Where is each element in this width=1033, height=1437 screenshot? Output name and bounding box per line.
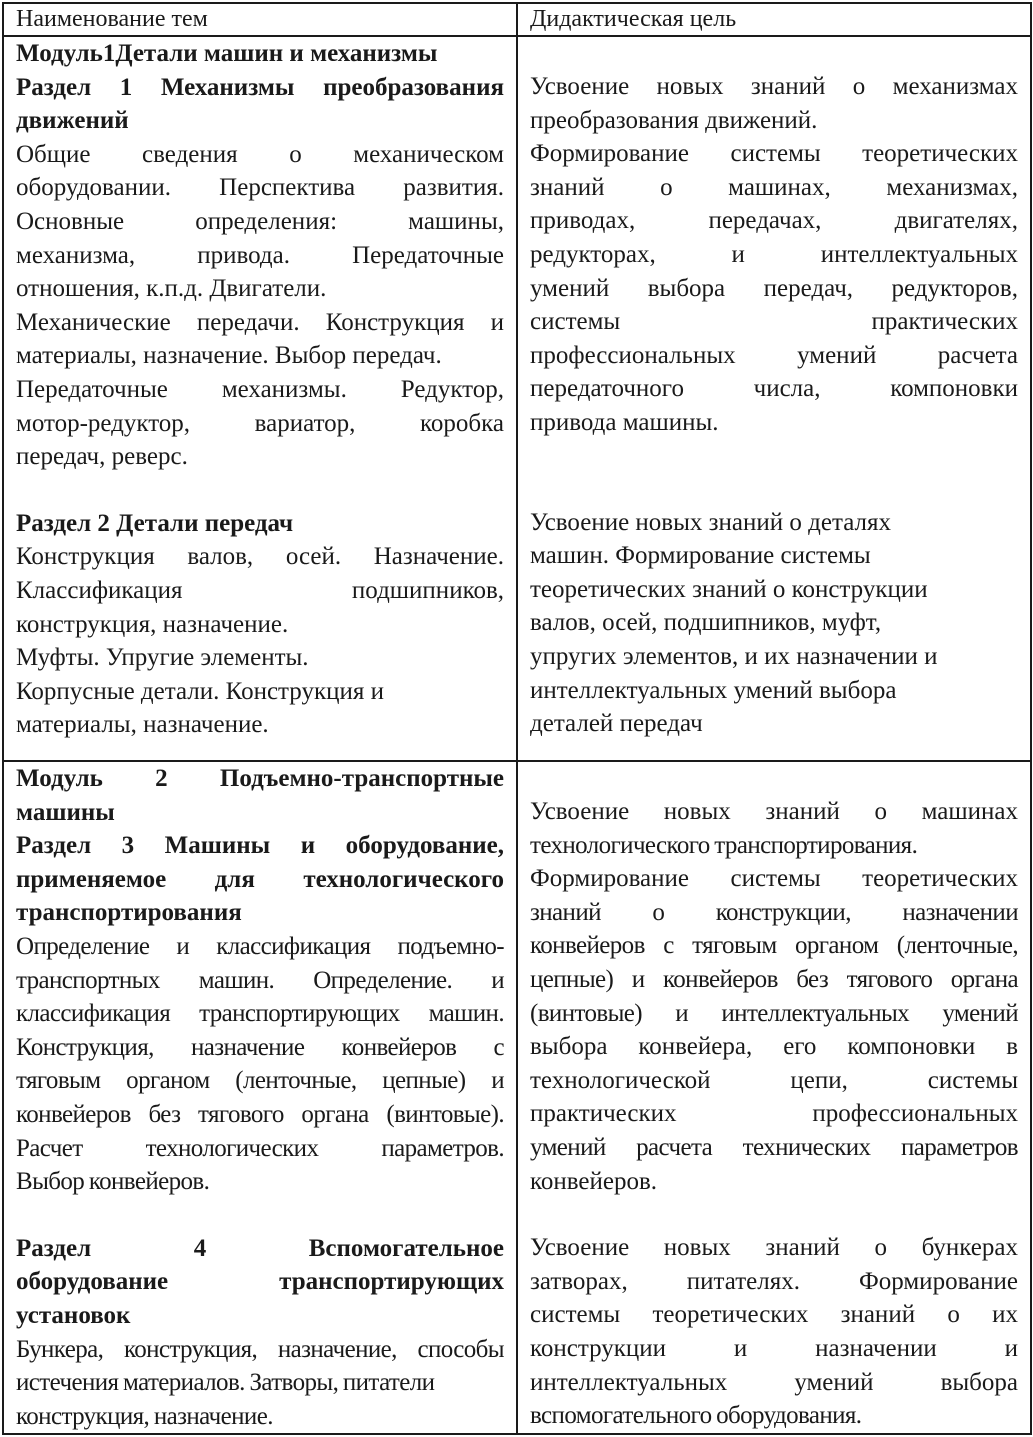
- section-2-content-line: материалы, назначение.: [16, 711, 269, 739]
- section-3-goal-line: конвейеров.: [530, 1167, 658, 1195]
- module-1-row: [3, 36, 1031, 761]
- section-1-title-line: Раздел 1 Механизмы преобразования: [16, 73, 504, 101]
- spacer: [530, 440, 1018, 473]
- section-1-content-line: Общие сведения о механическом: [16, 140, 504, 168]
- section-3-title-line: применяемое для технологического: [16, 865, 504, 893]
- table-header-row: [3, 3, 1031, 36]
- section-2-title: Раздел 2 Детали передач: [16, 509, 294, 537]
- module-2-row: [3, 761, 1031, 1434]
- section-3-content-line: Конструкция, назначение конвейеров с: [16, 1033, 504, 1061]
- section-2-goal-line: интеллектуальных умений выбора: [530, 676, 897, 704]
- section-2-goal-line: деталей передач: [530, 710, 703, 738]
- section-2-content-line: Конструкция валов, осей. Назначение.: [16, 543, 504, 571]
- spacer: [16, 1199, 504, 1232]
- section-1-goal-line: умений выбора передач, редукторов,: [530, 274, 1018, 302]
- spacer: [16, 474, 504, 507]
- section-3-goal-line: конвейеров с тяговым органом (ленточные,: [530, 932, 1018, 960]
- section-4-content-line: конструкция, назначение.: [16, 1402, 273, 1430]
- section-3-goal-line: Формирование системы теоретических: [530, 865, 1018, 893]
- section-4-goal-line: вспомогательного оборудования.: [530, 1402, 862, 1430]
- section-3-title-line: Раздел 3 Машины и оборудование,: [16, 832, 504, 860]
- section-1-content-line: материалы, назначение. Выбор передач.: [16, 342, 442, 370]
- section-3-content-line: транспортных машин. Определение. и: [16, 966, 504, 994]
- section-4-goal-line: затворах, питателях. Формирование: [530, 1267, 1018, 1295]
- header-didactic-goal: Дидактическая цель: [517, 3, 1031, 36]
- section-1-goal-line: системы практических: [530, 308, 1018, 336]
- section-4-goal-line: интеллектуальных умений выбора: [530, 1368, 1018, 1396]
- section-3-content-line: классификация транспортирующих машин.: [16, 1000, 504, 1028]
- section-4-content-line: истечения материалов. Затворы, питатели: [16, 1369, 435, 1397]
- section-2-content-line: Корпусные детали. Конструкция и: [16, 677, 384, 705]
- section-2-goal-line: валов, осей, подшипников, муфт,: [530, 609, 882, 637]
- section-3-goal-line: умений расчета технических параметров: [530, 1133, 1018, 1161]
- section-3-goal-line: цепные) и конвейеров без тягового органа: [530, 965, 1018, 993]
- section-1-title-line: движений: [16, 107, 129, 135]
- section-3-goal-line: Усвоение новых знаний о машинах: [530, 798, 1018, 825]
- section-1-goal-line: приводах, передачах, двигателях,: [530, 207, 1018, 235]
- section-1-goal-line: преобразования движений.: [530, 106, 818, 134]
- section-3-title-line: транспортирования: [16, 899, 242, 927]
- section-1-goal-line: редукторах, и интеллектуальных: [530, 240, 1018, 268]
- section-1-content-line: Механические передачи. Конструкция и: [16, 308, 504, 336]
- spacer: [530, 762, 1018, 795]
- module-1-title: Модуль1Детали машин и механизмы: [16, 40, 438, 67]
- section-1-goal-line: привода машины.: [530, 408, 719, 436]
- section-2-goal-line: машин. Формирование системы: [530, 542, 871, 570]
- section-3-goal-line: выбора конвейера, его компоновки в: [530, 1033, 1018, 1061]
- section-1-content-line: передач, реверс.: [16, 443, 188, 471]
- curriculum-table: [2, 2, 1032, 1435]
- section-2-goal-line: упругих элементов, и их назначении и: [530, 642, 938, 670]
- section-1-goal-line: Формирование системы теоретических: [530, 140, 1018, 168]
- section-4-title-line: оборудование транспортирующих: [16, 1268, 504, 1296]
- section-1-content-line: оборудовании. Перспектива развития.: [16, 174, 504, 202]
- module-2-title-line: машины: [16, 798, 115, 826]
- section-4-title-line: установок: [16, 1301, 131, 1329]
- section-2-content-line: Муфты. Упругие элементы.: [16, 644, 309, 672]
- section-1-goal-line: Усвоение новых знаний о механизмах: [530, 73, 1018, 100]
- spacer: [530, 37, 1018, 70]
- section-1-goal-line: профессиональных умений расчета: [530, 341, 1018, 369]
- section-2-content-line: Классификация подшипников,: [16, 576, 504, 604]
- section-2-goal-line: Усвоение новых знаний о деталях: [530, 508, 891, 536]
- section-4-goal-line: системы теоретических знаний о их: [530, 1301, 1018, 1329]
- section-3-goal-line: технологического транспортирования.: [530, 831, 918, 859]
- module-1-topics-cell: [3, 36, 517, 761]
- section-3-goal-line: технологической цепи, системы: [530, 1066, 1018, 1094]
- section-1-content-line: отношения, к.п.д. Двигатели.: [16, 275, 327, 303]
- section-1-goal-line: передаточного числа, компоновки: [530, 375, 1018, 403]
- section-1-content-line: механизма, привода. Передаточные: [16, 241, 504, 269]
- section-3-content-line: тяговым органом (ленточные, цепные) и: [16, 1067, 504, 1095]
- section-3-goal-line: практических профессиональных: [530, 1100, 1018, 1128]
- section-3-content-line: конвейеров без тягового органа (винтовые).: [16, 1100, 504, 1128]
- section-2-goal-line: теоретических знаний о конструкции: [530, 575, 928, 603]
- section-1-content-line: Передаточные механизмы. Редуктор,: [16, 375, 504, 403]
- spacer: [530, 473, 1018, 506]
- section-3-goal-line: знаний о конструкции, назначении: [530, 898, 1018, 926]
- section-1-content-line: Основные определения: машины,: [16, 207, 504, 235]
- section-4-goal-line: Усвоение новых знаний о бункерах: [530, 1234, 1018, 1262]
- section-3-content-line: Выбор конвейеров.: [16, 1168, 210, 1196]
- section-2-content-line: конструкция, назначение.: [16, 610, 289, 638]
- module-2-topics-cell: [3, 761, 517, 1434]
- section-1-goal-line: знаний о машинах, механизмах,: [530, 173, 1018, 201]
- module-2-goals-cell: [517, 761, 1031, 1434]
- header-topics: Наименование тем: [3, 3, 517, 36]
- section-3-goal-line: (винтовые) и интеллектуальных умений: [530, 999, 1018, 1027]
- spacer: [530, 1198, 1018, 1231]
- section-4-title-line: Раздел 4 Вспомогательное: [16, 1234, 504, 1262]
- section-4-content-line: Бункера, конструкция, назначение, способы: [16, 1335, 504, 1363]
- section-3-content-line: Определение и классификация подъемно-: [16, 932, 504, 960]
- section-1-content-line: мотор-редуктор, вариатор, коробка: [16, 409, 504, 437]
- section-3-content-line: Расчет технологических параметров.: [16, 1134, 504, 1162]
- module-2-title-line: Модуль 2 Подъемно-транспортные: [16, 765, 504, 792]
- section-4-goal-line: конструкции и назначении и: [530, 1334, 1018, 1362]
- module-1-goals-cell: [517, 36, 1031, 761]
